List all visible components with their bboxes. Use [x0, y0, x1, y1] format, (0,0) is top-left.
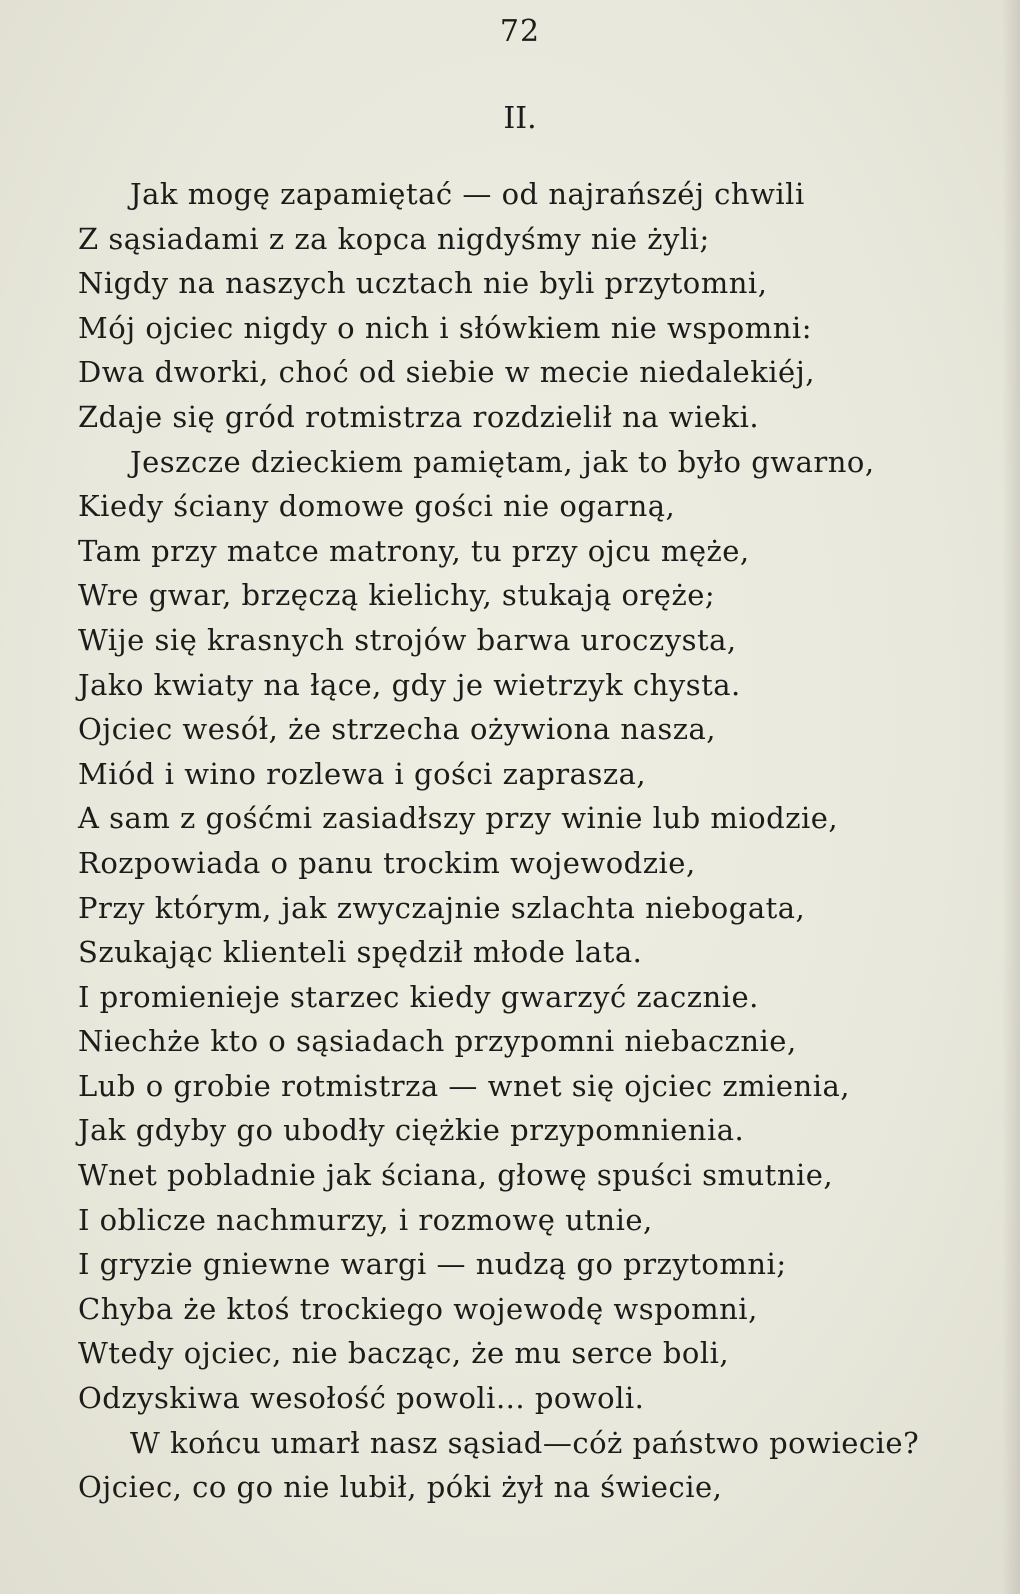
poem-line: Jak gdyby go ubodły ciężkie przypomnienia.: [78, 1113, 745, 1148]
poem-line: Wtedy ojciec, nie bacząc, że mu serce boli,: [78, 1336, 730, 1371]
poem-line: W końcu umarł nasz sąsiad—cóż państwo powiecie?: [130, 1425, 920, 1460]
poem-line: Rozpowiada o panu trockim wojewodzie,: [78, 845, 696, 880]
poem-line: Lub o grobie rotmistrza — wnet się ojciec zmienia,: [78, 1068, 850, 1103]
poem-line: Dwa dworki, choć od siebie w mecie niedalekiéj,: [78, 355, 815, 390]
poem-line: Wre gwar, brzęczą kielichy, stukają oręże;: [78, 578, 716, 613]
poem-line: Miód i wino rozlewa i gości zaprasza,: [78, 756, 647, 791]
poem-line: Nigdy na naszych ucztach nie byli przytomni,: [78, 266, 768, 301]
poem-line: Szukając klienteli spędził młode lata.: [78, 935, 643, 970]
poem-line: Przy którym, jak zwyczajnie szlachta niebogata,: [78, 890, 806, 925]
poem-line: Z sąsiadami z za kopca nigdyśmy nie żyli;: [78, 221, 710, 256]
poem-line: I oblicze nachmurzy, i rozmowę utnie,: [78, 1202, 653, 1237]
poem-line: Kiedy ściany domowe gości nie ogarną,: [78, 489, 676, 524]
poem-line: Chyba że ktoś trockiego wojewodę wspomni,: [78, 1291, 758, 1326]
poem-line: A sam z gośćmi zasiadłszy przy winie lub miodzie,: [78, 801, 839, 836]
poem-line: Jak mogę zapamiętać — od najrańszéj chwili: [130, 177, 805, 211]
page-edge-shadow: [1002, 0, 1020, 1594]
poem-line: Mój ojciec nigdy o nich i słówkiem nie wspomni:: [78, 310, 812, 345]
poem-line: Wije się krasnych strojów barwa uroczysta,: [78, 622, 737, 657]
poem-line: Wnet pobladnie jak ściana, głowę spuści smutnie,: [78, 1158, 834, 1193]
poem-line: Jako kwiaty na łące, gdy je wietrzyk chysta.: [78, 667, 741, 702]
poem-line: Jeszcze dzieckiem pamiętam, jak to było gwarno,: [130, 444, 875, 479]
poem-line: I gryzie gniewne wargi — nudzą go przytomni;: [78, 1247, 787, 1282]
poem-line: Odzyskiwa wesołość powoli... powoli.: [78, 1381, 645, 1416]
poem-line: I promienieje starzec kiedy gwarzyć zacznie.: [78, 979, 759, 1014]
poem-line: Ojciec, co go nie lubił, póki żył na świecie,: [78, 1470, 723, 1505]
poem-line: Zdaje się gród rotmistrza rozdzielił na wieki.: [78, 399, 760, 434]
page-number: 72: [499, 14, 541, 49]
poem-line: Niechże kto o sąsiadach przypomni niebacznie,: [78, 1024, 797, 1059]
poem-text: [78, 172, 978, 1510]
poem-line: Tam przy matce matrony, tu przy ojcu męże,: [78, 533, 750, 568]
section-heading: II.: [503, 101, 537, 136]
poem-line: Ojciec wesół, że strzecha ożywiona nasza,: [78, 712, 716, 747]
